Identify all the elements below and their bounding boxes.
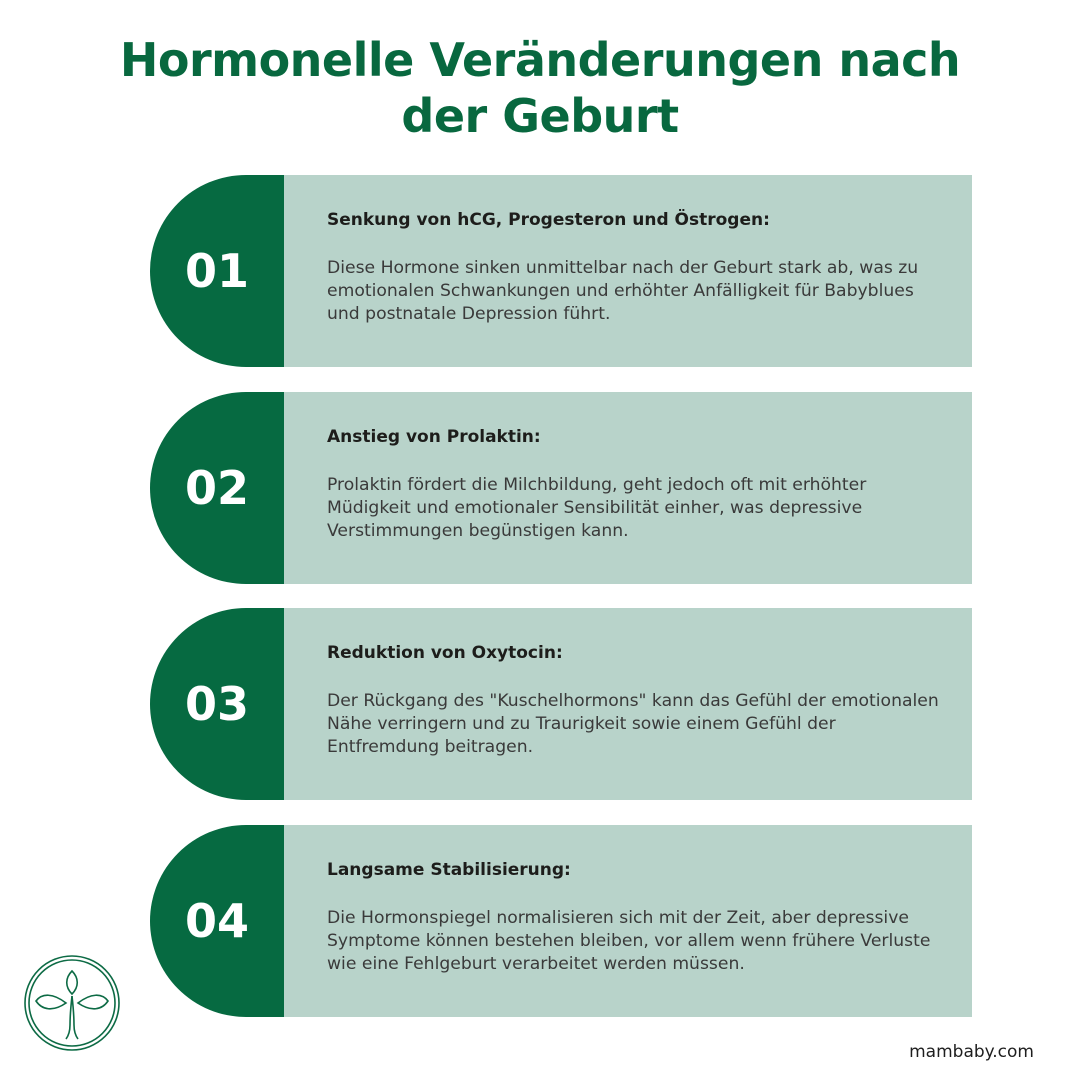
card-number: 01 (184, 244, 249, 298)
card-panel (284, 392, 972, 584)
page-title (0, 32, 1080, 144)
card-text: Der Rückgang des "Kuschelhormons" kann das Gefühl der emotionalen Nähe verringern und zu Traurigkeit sowie einem Gefühl der Entfremdung beitragen. (327, 691, 939, 757)
card-panel (284, 608, 972, 800)
page-title-line-2: der Geburt (401, 89, 679, 143)
card-2 (150, 392, 972, 584)
card-text: Diese Hormone sinken unmittelbar nach der Geburt stark ab, was zu emotionalen Schwankungen und erhöhter Anfälligkeit für Babyblues und postnatale Depression führt. (327, 258, 919, 324)
card-title: Langsame Stabilisierung: (327, 860, 571, 880)
card-text: Prolaktin fördert die Milchbildung, geht jedoch oft mit erhöhter Müdigkeit und emotionaler Sensibilität einher, was depressive Verstimmungen begünstigen kann. (327, 475, 867, 541)
card-title: Senkung von hCG, Progesteron und Östrogen: (327, 210, 770, 230)
card-title: Reduktion von Oxytocin: (327, 643, 563, 663)
card-panel (284, 825, 972, 1017)
card-panel (284, 175, 972, 367)
card-1 (150, 175, 972, 367)
leaf-logo-icon (22, 953, 122, 1053)
card-3 (150, 608, 972, 800)
website-footer: mambaby.com (909, 1042, 1034, 1062)
card-title: Anstieg von Prolaktin: (327, 427, 541, 447)
card-number: 03 (184, 677, 249, 731)
card-number: 04 (184, 894, 249, 948)
card-text: Die Hormonspiegel normalisieren sich mit der Zeit, aber depressive Symptome können bestehen bleiben, vor allem wenn frühere Verluste wie eine Fehlgeburt verarbeitet werden müssen. (327, 908, 931, 974)
card-number: 02 (184, 461, 249, 515)
card-4 (150, 825, 972, 1017)
page-title-line-1: Hormonelle Veränderungen nach (119, 33, 961, 87)
